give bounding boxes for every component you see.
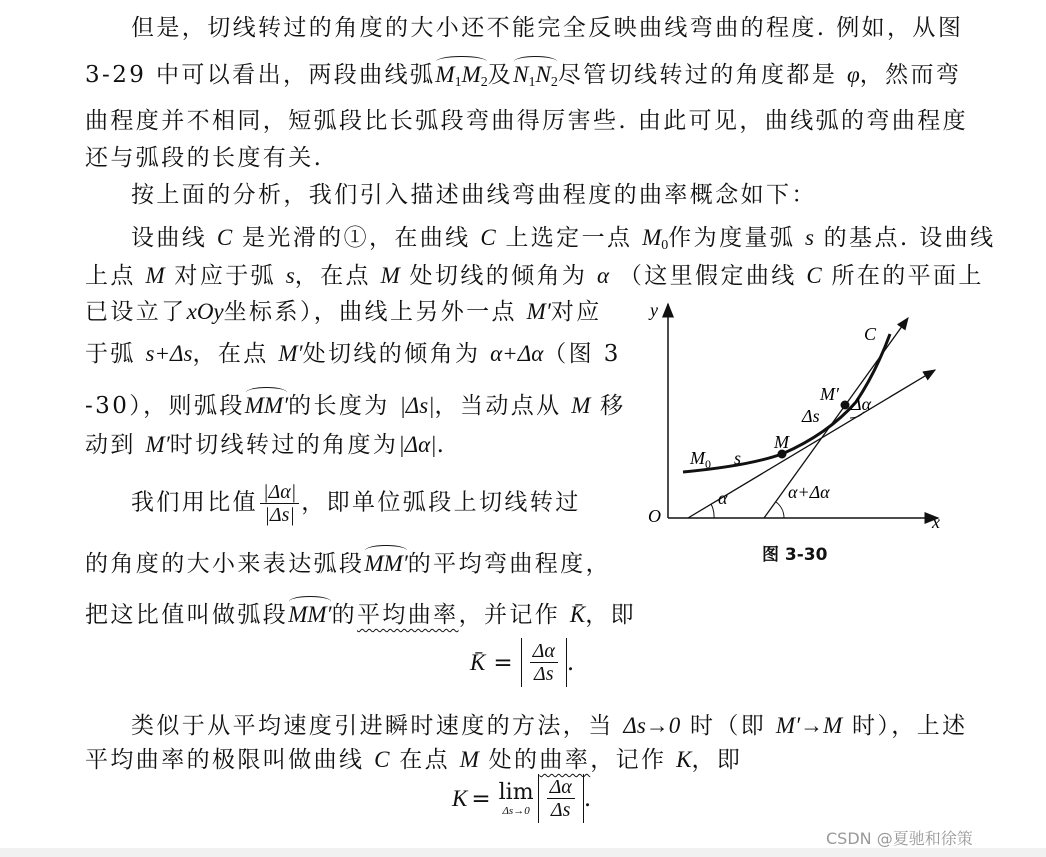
figure-3-30 xyxy=(638,292,958,537)
para1-line3: 曲程度并不相同，短弧段比长弧段弯曲得厉害些. 由此可见，曲线弧的弯曲程度 xyxy=(85,108,969,134)
para3-line2: 上点 M 对应于弧 s，在点 M 处切线的倾角为 α （这里假定曲线 C 所在的平面上 xyxy=(85,263,984,289)
para1-line1: 但是，切线转过的角度的大小还不能完全反映曲线弯曲的程度. 例如，从图 xyxy=(131,15,964,41)
para3-line1: 设曲线 C 是光滑的①，在曲线 C 上选定一点 $M_0$作为度量弧 s 的基点. 设曲线 xyxy=(131,225,996,253)
label-m0: $M_0$ xyxy=(690,448,711,471)
watermark: CSDN @夏驰和徐策 xyxy=(826,829,973,848)
arc-mmp: MM′ xyxy=(244,393,289,418)
label-alpha-plus-da: α+Δα xyxy=(788,482,830,502)
label-o: O xyxy=(648,506,661,526)
average-curvature-formula: K̄ = $\frac{\Delta\alpha}{\Delta s}$ . xyxy=(470,640,575,685)
label-c: C xyxy=(864,324,877,344)
ratio-fraction: $\frac{|\Delta\alpha|}{|\Delta s|}$ xyxy=(260,481,299,526)
point-mp xyxy=(841,401,850,410)
arc-m1m2: $M_1M_2$ xyxy=(435,61,487,97)
para3-line3: 已设立了xOy坐标系），曲线上另外一点 M′对应 xyxy=(85,299,602,325)
para1-line2: 3-29 中可以看出，两段曲线弧$M_1M_2$及$N_1N_2$尽管切线转过的角度都是 φ，然而弯 xyxy=(85,61,961,97)
arc-n1n2: $N_1N_2$ xyxy=(513,61,558,97)
para4-line3: 把这比值叫做弧段MM′的平均曲率，并记作 K̄，即 xyxy=(85,602,637,628)
para4-line1: 我们用比值 $\frac{|\Delta\alpha|}{|\Delta s|}$ ，即单位弧段上切线转过 xyxy=(131,481,581,526)
para4-line2: 的角度的大小来表达弧段MM′的平均弯曲程度， xyxy=(85,551,611,577)
label-da: Δα xyxy=(851,394,872,414)
para3-line5: -30），则弧段MM′的长度为 |Δs|，当动点从 M 移 xyxy=(85,393,626,419)
angle-alpha-arc xyxy=(711,504,714,518)
para3-line6: 动到 M′时切线转过的角度为|Δα|. xyxy=(85,432,447,458)
para1-line4: 还与弧段的长度有关. xyxy=(85,145,324,171)
para5-line1: 类似于从平均速度引进瞬时速度的方法，当 Δs→0 时（即 M′→M 时），上述 xyxy=(131,713,968,739)
label-ds: Δs xyxy=(802,406,820,426)
tangent-mp xyxy=(764,318,908,518)
para5-line2: 平均曲率的极限叫做曲线 C 在点 M 处的曲率，记作 K，即 xyxy=(85,747,743,773)
label-m: M xyxy=(774,432,789,452)
figure-caption: 图 3-30 xyxy=(762,545,828,565)
para3-line4: 于弧 s+Δs，在点 M′处切线的倾角为 α+Δα（图 3 xyxy=(85,341,621,367)
bottom-scroll-strip xyxy=(0,848,1046,857)
label-x: x xyxy=(932,512,940,532)
label-s: s xyxy=(734,448,742,468)
label-y: y xyxy=(650,300,658,320)
label-mp: M′ xyxy=(820,384,839,404)
curvature-limit-formula: K = lim Δs→0 $\frac{\Delta\alpha}{\Delta s}$ . xyxy=(452,776,592,821)
angle-alpha-da-arc xyxy=(776,502,784,518)
label-alpha: α xyxy=(718,488,728,508)
para2-line1: 按上面的分析，我们引入描述曲线弯曲程度的曲率概念如下： xyxy=(131,182,817,208)
